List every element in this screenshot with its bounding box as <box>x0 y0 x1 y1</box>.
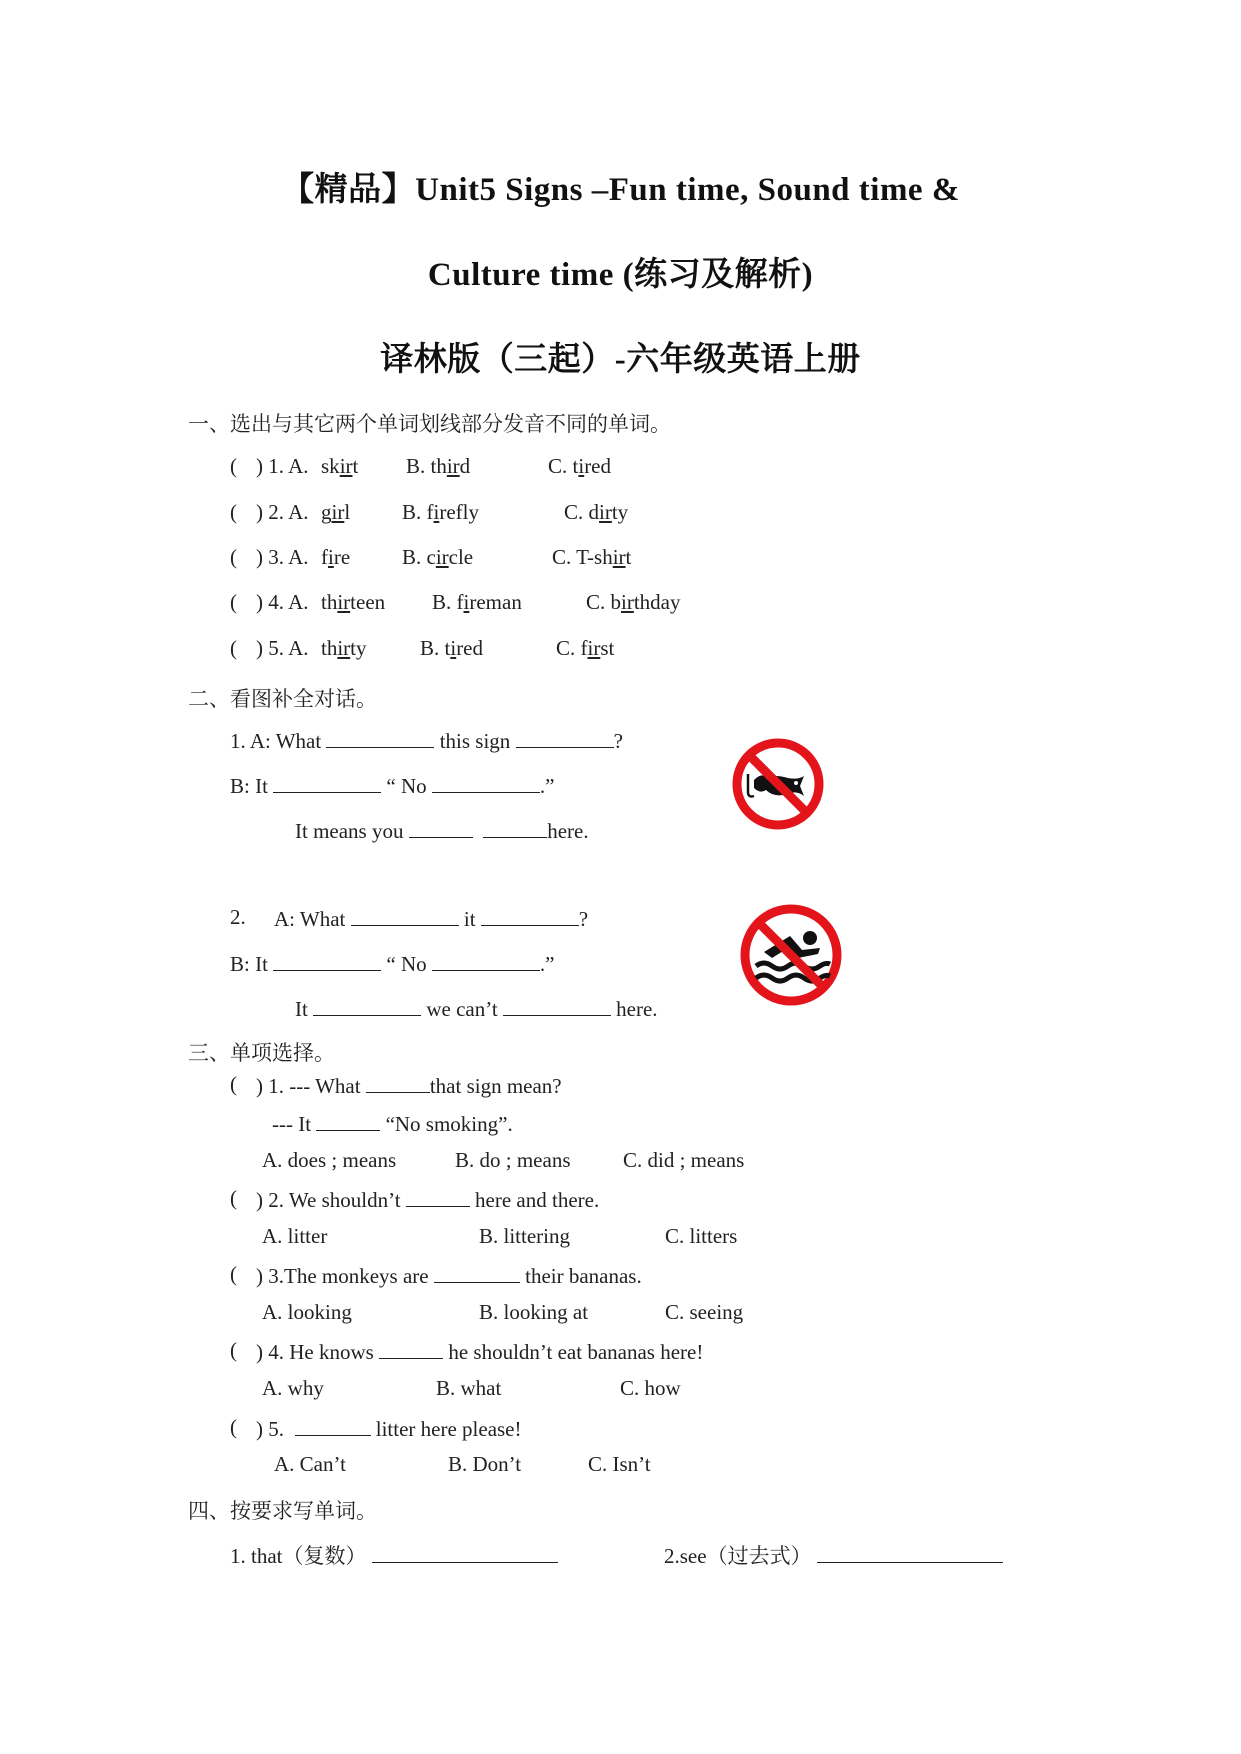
option-b: B. firefly <box>402 500 479 524</box>
option-a[interactable]: A. why <box>262 1376 324 1400</box>
option-b: B. circle <box>402 545 474 569</box>
dialog-1-line-c: It means you here. <box>295 819 589 843</box>
answer-paren: ( <box>230 545 237 569</box>
worksheet-page: 【精品】Unit5 Signs –Fun time, Sound time & Culture time (练习及解析) 译林版（三起）-六年级英语上册 一、选出与其它两个单词划线部分发音不同的单词。 ( ) 1. A. skirt B. third C. tired ( ) 2. A. girl B. firefly C. dirty ( ) 3. A. fire B. circle C. T-shirt ( ) 4. A. thirteen B. fireman C. birthday ( ) 5. A. thirty B. tired C. first 二、看图补全对话。 1. A: What this sign ? B: It “ No .” It means you here. 2. A: What it ? B: It “ No .” It we can’t here. 三、单项选择。 ( ) 1. --- What that sign mean? --- It “No smoking”. A. does ; means B. do ; means C. did ; means ( ) 2. We shouldn’t here and there. A. litter B. littering C. litters ( ) 3.The monkeys are their bananas. A. looking B. looking at C. seeing ( ) 4. He knows he shouldn’t eat bananas here! A. why B. what C. how ( ) 5. litter here please! A. Can’t B. Don’t C. Isn’t 四、按要求写单词。 1. that（复数） 2.see（过去式） <box>0 0 1241 1754</box>
option-a: skirt <box>321 454 359 478</box>
word-task-1: 1. that（复数） <box>230 1540 558 1570</box>
option-b[interactable]: B. littering <box>479 1224 570 1248</box>
section-2-heading: 二、看图补全对话。 <box>188 687 377 711</box>
option-a: girl <box>321 500 351 524</box>
option-a[interactable]: A. Can’t <box>274 1452 346 1476</box>
option-c[interactable]: C. how <box>620 1376 681 1400</box>
option-a: fire <box>321 545 351 569</box>
dialog-1-line-a: 1. A: What this sign ? <box>230 729 623 753</box>
word-task-2: 2.see（过去式） <box>664 1540 1003 1570</box>
option-b: B. third <box>406 454 471 478</box>
title-line-1: 【精品】Unit5 Signs –Fun time, Sound time & <box>281 172 960 208</box>
fill-blank[interactable] <box>273 772 381 793</box>
fill-blank[interactable] <box>432 772 540 793</box>
option-b[interactable]: B. looking at <box>479 1300 589 1324</box>
option-c[interactable]: C. Isn’t <box>588 1452 651 1476</box>
no-fishing-sign-icon <box>730 736 826 832</box>
option-b[interactable]: B. Don’t <box>448 1452 522 1476</box>
question-number: ) 4. A. <box>256 590 309 614</box>
answer-paren: ( <box>230 636 237 660</box>
fill-blank[interactable] <box>366 1072 430 1093</box>
question-number: ) 5. A. <box>256 636 309 660</box>
option-c: C. T-shirt <box>552 545 632 569</box>
fill-blank[interactable] <box>273 950 381 971</box>
mc-question-1-sub: --- It “No smoking”. <box>272 1112 513 1136</box>
fill-blank[interactable] <box>326 727 434 748</box>
option-b[interactable]: B. do ; means <box>455 1148 571 1172</box>
option-c[interactable]: C. litters <box>665 1224 738 1248</box>
question-number: ) 3. A. <box>256 545 309 569</box>
answer-paren: ( <box>230 454 237 478</box>
fill-blank[interactable] <box>372 1542 558 1563</box>
fill-blank[interactable] <box>295 1415 371 1436</box>
fill-blank[interactable] <box>406 1186 470 1207</box>
option-c: C. first <box>556 636 615 660</box>
fill-blank[interactable] <box>481 905 579 926</box>
question-number: ) 1. A. <box>256 454 309 478</box>
option-a: thirty <box>321 636 367 660</box>
fill-blank[interactable] <box>516 727 614 748</box>
option-a: thirteen <box>321 590 386 614</box>
fill-blank[interactable] <box>316 1110 380 1131</box>
option-c[interactable]: C. did ; means <box>623 1148 745 1172</box>
fill-blank[interactable] <box>409 817 473 838</box>
option-a[interactable]: A. litter <box>262 1224 328 1248</box>
fill-blank[interactable] <box>434 1262 520 1283</box>
section-3-heading: 三、单项选择。 <box>188 1041 335 1065</box>
question-number: ) 2. A. <box>256 500 309 524</box>
answer-paren: ( <box>230 500 237 524</box>
no-swimming-sign-icon <box>738 902 844 1008</box>
answer-paren: ( <box>230 590 237 614</box>
option-b: B. fireman <box>432 590 522 614</box>
fill-blank[interactable] <box>817 1542 1003 1563</box>
title-line-2: Culture time (练习及解析) <box>427 257 814 293</box>
section-4-heading: 四、按要求写单词。 <box>188 1499 377 1523</box>
fill-blank[interactable] <box>483 817 547 838</box>
option-c: C. tired <box>548 454 612 478</box>
option-c[interactable]: C. seeing <box>665 1300 744 1324</box>
dialog-2-line-c: It we can’t here. <box>295 997 658 1021</box>
section-1-heading: 一、选出与其它两个单词划线部分发音不同的单词。 <box>188 412 671 436</box>
option-b[interactable]: B. what <box>436 1376 502 1400</box>
fill-blank[interactable] <box>432 950 540 971</box>
option-c: C. birthday <box>586 590 681 614</box>
title-line-3: 译林版（三起）-六年级英语上册 <box>380 342 861 378</box>
fill-blank[interactable] <box>351 905 459 926</box>
option-a[interactable]: A. does ; means <box>262 1148 397 1172</box>
fill-blank[interactable] <box>379 1338 443 1359</box>
dialog-2-line-b: B: It “ No .” <box>230 952 555 976</box>
fill-blank[interactable] <box>503 995 611 1016</box>
dialog-1-line-b: B: It “ No .” <box>230 774 555 798</box>
option-c: C. dirty <box>564 500 629 524</box>
option-a[interactable]: A. looking <box>262 1300 352 1324</box>
option-b: B. tired <box>420 636 484 660</box>
fill-blank[interactable] <box>313 995 421 1016</box>
